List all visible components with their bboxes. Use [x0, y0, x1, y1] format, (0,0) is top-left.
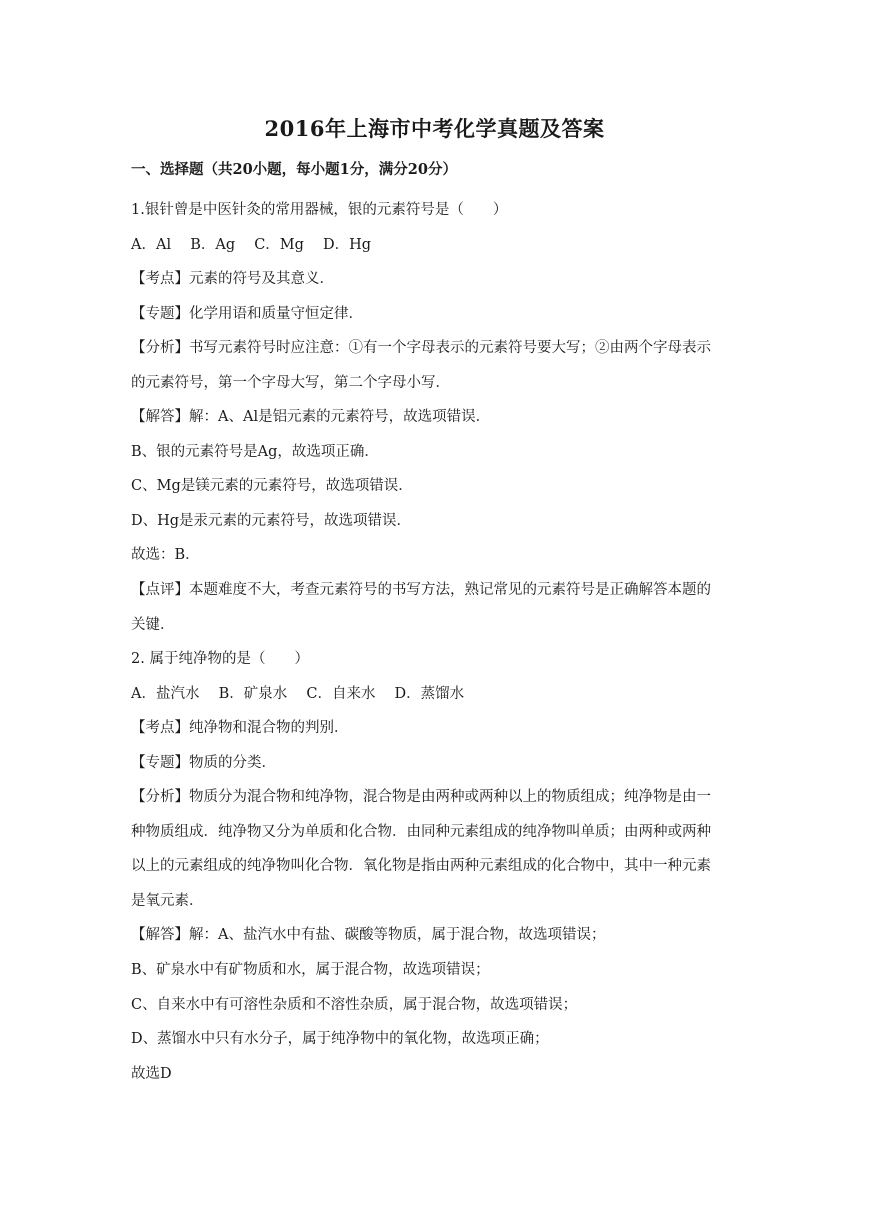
question-1-comment-line-1: 【点评】本题难度不大，考查元素符号的书写方法，熟记常见的元素符号是正确解答本题的 — [131, 582, 711, 599]
question-2-analysis-line-3: 以上的元素组成的纯净物叫化合物．氧化物是指由两种元素组成的化合物中，其中一种元素 — [131, 858, 711, 875]
question-1-comment-line-2: 关键． — [131, 616, 175, 633]
section-heading: 一、选择题（共20小题，每小题1分，满分20分） — [131, 161, 457, 178]
question-2-answer-b: B、矿泉水中有矿物质和水，属于混合物，故选项错误； — [131, 962, 490, 979]
question-2-answer-a: 【解答】解：A、盐汽水中有盐、碳酸等物质，属于混合物，故选项错误； — [131, 927, 606, 944]
question-1-kaodian: 【考点】元素的符号及其意义． — [131, 271, 334, 288]
question-1-choice: 故选：B． — [131, 547, 200, 564]
question-2-analysis-line-4: 是氧元素． — [131, 892, 204, 909]
question-2-options: A．盐汽水 B．矿泉水 C．自来水 D．蒸馏水 — [131, 685, 465, 702]
question-1-stem: 1.银针曾是中医针灸的常用器械，银的元素符号是（ ） — [131, 202, 508, 218]
question-2-choice: 故选D — [131, 1065, 172, 1082]
question-2-kaodian: 【考点】纯净物和混合物的判别． — [131, 720, 349, 737]
document-body — [131, 193, 743, 1091]
question-1-analysis-line-2: 的元素符号，第一个字母大写，第二个字母小写． — [131, 374, 450, 391]
question-1-answer-a: 【解答】解：A、Al是铝元素的元素符号，故选项错误． — [131, 409, 491, 426]
question-1-analysis-line-1: 【分析】书写元素符号时应注意：①有一个字母表示的元素符号要大写；②由两个字母表示 — [131, 340, 711, 357]
document-title: 2016年上海市中考化学真题及答案 — [264, 116, 605, 141]
question-2-analysis-line-1: 【分析】物质分为混合物和纯净物，混合物是由两种或两种以上的物质组成；纯净物是由一 — [131, 789, 711, 806]
question-2-analysis-line-2: 种物质组成．纯净物又分为单质和化合物．由同种元素组成的纯净物叫单质；由两种或两种 — [131, 823, 711, 840]
question-2-answer-d: D、蒸馏水中只有水分子，属于纯净物中的氧化物，故选项正确； — [131, 1031, 549, 1048]
question-2-stem: 2. 属于纯净物的是（ ） — [131, 651, 309, 668]
question-1-answer-c: C、Mg是镁元素的元素符号，故选项错误． — [131, 478, 413, 495]
question-1-options: A．Al B．Ag C．Mg D．Hg — [131, 236, 372, 253]
question-2-answer-c: C、自来水中有可溶性杂质和不溶性杂质，属于混合物，故选项错误； — [131, 996, 578, 1013]
question-1-answer-d: D、Hg是汞元素的元素符号，故选项错误． — [131, 512, 412, 529]
question-1-answer-b: B、银的元素符号是Ag，故选项正确． — [131, 443, 379, 460]
question-1-zhuanti: 【专题】化学用语和质量守恒定律． — [131, 305, 363, 322]
question-2-zhuanti: 【专题】物质的分类． — [131, 754, 276, 771]
